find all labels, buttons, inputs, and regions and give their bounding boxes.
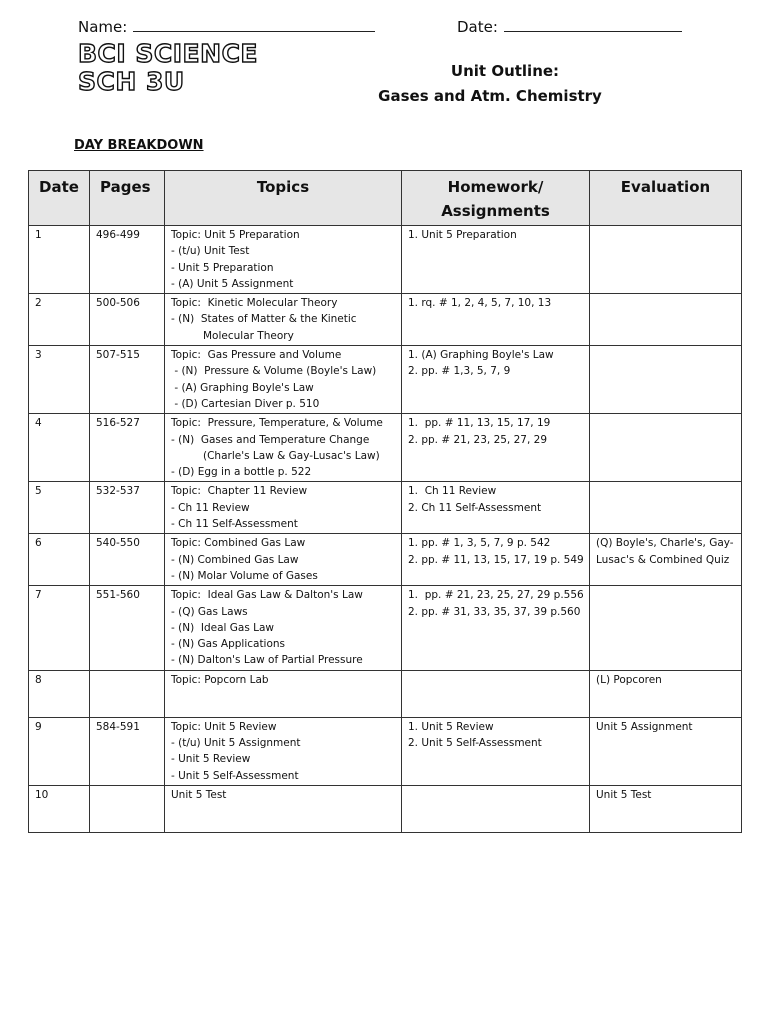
cell-topics — [165, 785, 402, 832]
cell-homework-line: 1. rq. # 1, 2, 4, 5, 7, 10, 13 — [408, 297, 552, 310]
cell-homework-line: 2. pp. # 31, 33, 35, 37, 39 p.560 — [408, 605, 581, 618]
name-blank-line — [133, 19, 375, 32]
table-row — [29, 346, 742, 414]
unit-name: Gases and Atm. Chemistry — [378, 87, 602, 105]
cell-homework-line: 1. Unit 5 Preparation — [408, 229, 517, 241]
cell-topics-line: - (N) Gases and Temperature Change — [171, 433, 370, 446]
cell-date: 1 — [29, 226, 90, 294]
cell-topics-line: - Unit 5 Review — [171, 753, 251, 766]
cell-topics-line: - (D) Egg in a bottle p. 522 — [171, 466, 312, 479]
cell-evaluation — [590, 346, 742, 414]
cell-topics-line: - (Q) Gas Laws — [171, 605, 248, 618]
cell-topics-line: - (N) Ideal Gas Law — [171, 621, 275, 634]
cell-topics-line: - Ch 11 Self-Assessment — [171, 518, 298, 531]
cell-topics-line: - (N) Combined Gas Law — [171, 553, 299, 566]
cell-pages: 551-560 — [90, 586, 165, 670]
name-field — [78, 18, 375, 36]
table-header-row — [29, 171, 742, 226]
table-row — [29, 226, 742, 294]
cell-evaluation — [590, 670, 742, 717]
day-breakdown-table — [28, 170, 742, 833]
cell-topics-line: Topic: Kinetic Molecular Theory — [171, 297, 338, 310]
cell-topics-line: Topic: Pressure, Temperature, & Volume — [171, 417, 383, 430]
school-title: BCI SCIENCE — [78, 39, 258, 68]
course-code: SCH 3U — [78, 67, 185, 96]
cell-date: 7 — [29, 586, 90, 670]
cell-topics-line: Topic: Gas Pressure and Volume — [171, 349, 342, 362]
cell-topics-line: - (N) Molar Volume of Gases — [171, 569, 318, 582]
cell-topics-line: Topic: Ideal Gas Law & Dalton's Law — [171, 589, 363, 602]
cell-topics-line: - Unit 5 Preparation — [171, 261, 274, 274]
cell-topics — [165, 294, 402, 346]
cell-homework — [402, 226, 590, 294]
cell-evaluation — [590, 414, 742, 482]
cell-homework-line: 2. pp. # 11, 13, 15, 17, 19 p. 549 — [408, 553, 584, 566]
cell-homework — [402, 482, 590, 534]
table-row — [29, 717, 742, 785]
cell-homework-line: 1. (A) Graphing Boyle's Law — [408, 349, 554, 362]
cell-homework-line: 2. Ch 11 Self-Assessment — [408, 501, 542, 514]
cell-topics — [165, 670, 402, 717]
cell-date: 10 — [29, 785, 90, 832]
cell-evaluation — [590, 717, 742, 785]
cell-topics-line: - (t/u) Unit 5 Assignment — [171, 737, 301, 750]
cell-evaluation — [590, 785, 742, 832]
header-homework-line2: Assignments — [441, 202, 550, 220]
cell-homework-line: 1. Ch 11 Review — [408, 485, 497, 498]
cell-evaluation-line: Lusac's & Combined Quiz — [596, 553, 730, 566]
section-heading: DAY BREAKDOWN — [74, 138, 204, 153]
cell-topics-line: Topic: Popcorn Lab — [171, 673, 269, 686]
cell-topics — [165, 586, 402, 670]
cell-evaluation-line: (Q) Boyle's, Charle's, Gay- — [596, 537, 734, 550]
table-row — [29, 482, 742, 534]
cell-topics-line: (Charle's Law & Gay-Lusac's Law) — [203, 449, 380, 462]
cell-homework — [402, 717, 590, 785]
cell-date: 9 — [29, 717, 90, 785]
cell-topics-line: - (N) Gas Applications — [171, 638, 286, 651]
cell-evaluation — [590, 226, 742, 294]
name-label: Name: — [78, 18, 128, 36]
cell-homework-line: 2. pp. # 1,3, 5, 7, 9 — [408, 365, 511, 378]
date-field — [457, 18, 682, 36]
cell-topics-line: - (t/u) Unit Test — [171, 245, 250, 258]
table-row — [29, 785, 742, 832]
cell-homework — [402, 414, 590, 482]
cell-topics-line: - (N) Pressure & Volume (Boyle's Law) — [171, 365, 377, 378]
cell-date: 5 — [29, 482, 90, 534]
cell-date: 8 — [29, 670, 90, 717]
cell-homework — [402, 534, 590, 586]
cell-homework — [402, 785, 590, 832]
table-row — [29, 670, 742, 717]
table-row — [29, 586, 742, 670]
cell-date: 4 — [29, 414, 90, 482]
table-row — [29, 534, 742, 586]
cell-pages: 584-591 — [90, 717, 165, 785]
cell-topics — [165, 534, 402, 586]
cell-topics-line: - (N) States of Matter & the Kinetic — [171, 313, 357, 326]
cell-pages: 500-506 — [90, 294, 165, 346]
cell-pages — [90, 785, 165, 832]
cell-topics-line: Topic: Unit 5 Preparation — [171, 229, 300, 241]
cell-homework-line: 1. pp. # 21, 23, 25, 27, 29 p.556 — [408, 589, 584, 602]
cell-date: 2 — [29, 294, 90, 346]
header-date: Date — [29, 171, 90, 226]
table-row — [29, 414, 742, 482]
cell-topics-line: Topic: Chapter 11 Review — [171, 485, 308, 498]
cell-homework-line: 1. Unit 5 Review — [408, 720, 494, 733]
date-label: Date: — [457, 18, 498, 36]
date-blank-line — [504, 19, 682, 32]
cell-topics-line: Molecular Theory — [203, 329, 294, 342]
header-evaluation: Evaluation — [590, 171, 742, 226]
unit-outline-title: Unit Outline: — [450, 62, 560, 80]
cell-evaluation-line: Unit 5 Assignment — [596, 720, 693, 733]
cell-topics — [165, 346, 402, 414]
cell-topics-line: Topic: Unit 5 Review — [171, 720, 277, 733]
cell-homework-line: 2. pp. # 21, 23, 25, 27, 29 — [408, 433, 548, 446]
header-pages: Pages — [90, 171, 165, 226]
cell-evaluation — [590, 482, 742, 534]
cell-homework — [402, 294, 590, 346]
cell-topics-line: - Ch 11 Review — [171, 501, 250, 514]
cell-pages: 496-499 — [90, 226, 165, 294]
cell-homework-line: 1. pp. # 1, 3, 5, 7, 9 p. 542 — [408, 537, 551, 550]
cell-pages: 540-550 — [90, 534, 165, 586]
cell-date: 6 — [29, 534, 90, 586]
header-homework-line1: Homework/ — [447, 178, 544, 196]
header-homework — [402, 171, 590, 226]
cell-topics-line: - (A) Graphing Boyle's Law — [171, 381, 314, 394]
cell-topics-line: - (A) Unit 5 Assignment — [171, 277, 294, 290]
cell-date: 3 — [29, 346, 90, 414]
cell-topics — [165, 414, 402, 482]
cell-evaluation-line: Unit 5 Test — [596, 788, 652, 801]
cell-homework-line: 1. pp. # 11, 13, 15, 17, 19 — [408, 417, 551, 430]
cell-pages: 507-515 — [90, 346, 165, 414]
cell-homework — [402, 346, 590, 414]
cell-topics — [165, 482, 402, 534]
cell-homework — [402, 670, 590, 717]
cell-evaluation-line: (L) Popcoren — [596, 673, 662, 686]
cell-evaluation — [590, 534, 742, 586]
header-topics: Topics — [165, 171, 402, 226]
cell-topics-line: - (N) Dalton's Law of Partial Pressure — [171, 654, 363, 667]
cell-topics-line: Topic: Combined Gas Law — [171, 537, 306, 550]
cell-topics-line: - Unit 5 Self-Assessment — [171, 769, 299, 782]
cell-homework-line: 2. Unit 5 Self-Assessment — [408, 737, 542, 750]
cell-topics-line: Unit 5 Test — [171, 788, 227, 801]
cell-topics — [165, 717, 402, 785]
table-row — [29, 294, 742, 346]
cell-evaluation — [590, 586, 742, 670]
cell-pages: 532-537 — [90, 482, 165, 534]
cell-evaluation — [590, 294, 742, 346]
cell-topics-line: - (D) Cartesian Diver p. 510 — [171, 397, 320, 410]
cell-pages — [90, 670, 165, 717]
cell-homework — [402, 586, 590, 670]
cell-topics — [165, 226, 402, 294]
cell-pages: 516-527 — [90, 414, 165, 482]
